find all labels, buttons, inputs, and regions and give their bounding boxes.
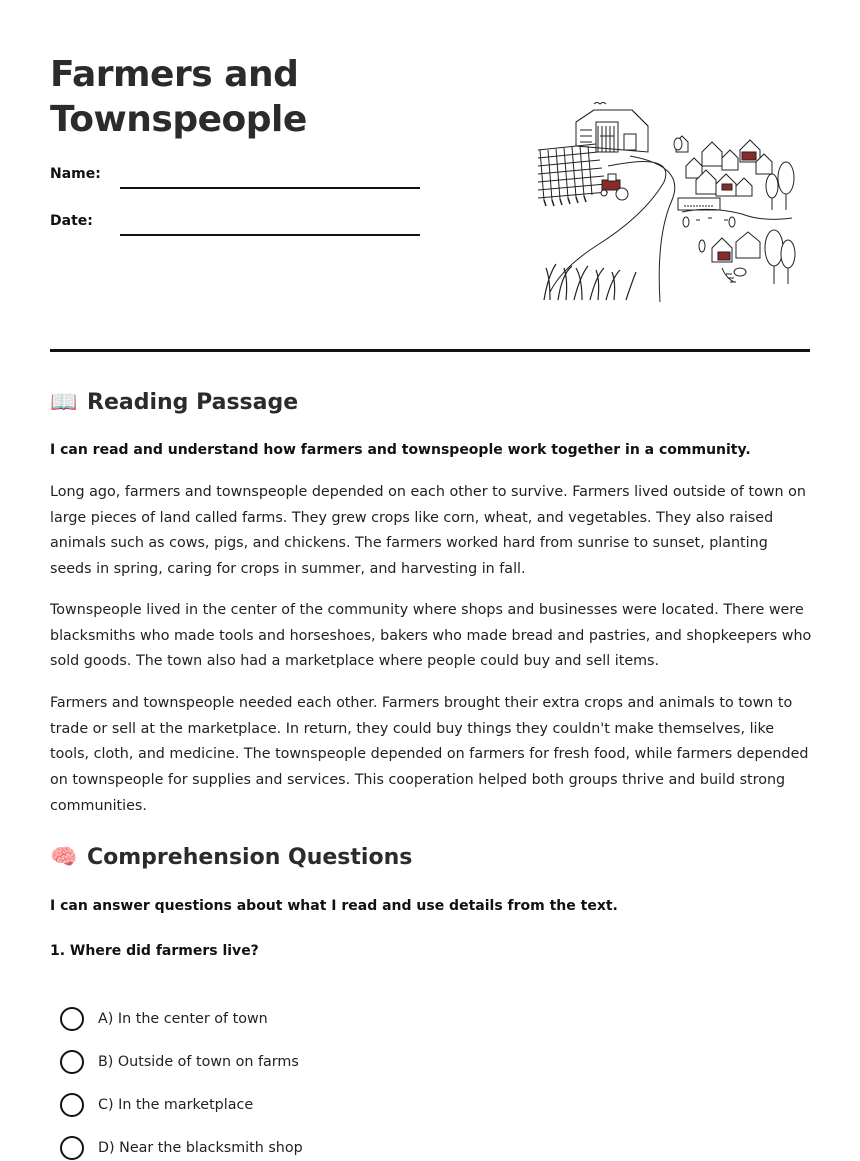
- header-divider: [50, 349, 810, 352]
- brain-icon: 🧠: [50, 844, 78, 870]
- question-1-option-d[interactable]: [60, 1135, 303, 1161]
- wheat-icon: [544, 264, 636, 300]
- radio-button[interactable]: [60, 1136, 84, 1160]
- passage-paragraph-2: Townspeople lived in the center of the community where shops and businesses were located. There were blacksmiths who made tools and horseshoes, bakers who made bread and pastries, and shopkeepers who sold goods. The town also had a marketplace where people could buy and sell items.: [50, 602, 812, 670]
- reading-passage-heading-text: Reading Passage: [87, 390, 299, 415]
- option-label: C) In the marketplace: [98, 1097, 254, 1113]
- question-1-option-b[interactable]: [60, 1049, 299, 1075]
- reading-passage-heading: [50, 390, 298, 415]
- name-label: Name:: [50, 166, 101, 182]
- tractor-icon: [601, 174, 628, 200]
- town-icon: [674, 136, 795, 284]
- option-label: B) Outside of town on farms: [98, 1054, 299, 1070]
- radio-button[interactable]: [60, 1007, 84, 1031]
- option-label: D) Near the blacksmith shop: [98, 1140, 303, 1156]
- farm-and-town-illustration: [536, 96, 802, 304]
- barn-icon: [576, 110, 648, 152]
- option-label: A) In the center of town: [98, 1011, 268, 1027]
- question-1-option-c[interactable]: [60, 1092, 253, 1118]
- passage-paragraph-1: Long ago, farmers and townspeople depended on each other to survive. Farmers lived outside of town on large pieces of land called farms. They grew crops like corn, wheat, and vegetables. They also raised animals such as cows, pigs, and chickens. The farmers worked hard from sunrise to sunset, planting seeds in spring, caring for crops in summer, and harvesting in fall.: [50, 484, 806, 578]
- date-field[interactable]: [120, 234, 420, 236]
- name-field[interactable]: [120, 187, 420, 189]
- worksheet-title: Farmers and Townspeople: [50, 54, 307, 140]
- crop-field-icon: [538, 144, 608, 206]
- birds-icon: [594, 103, 606, 105]
- comprehension-heading-text: Comprehension Questions: [87, 845, 413, 870]
- question-1: 1. Where did farmers live?: [50, 943, 259, 959]
- comprehension-objective: I can answer questions about what I read and use details from the text.: [50, 898, 618, 914]
- radio-button[interactable]: [60, 1050, 84, 1074]
- reading-objective: I can read and understand how farmers and townspeople work together in a community.: [50, 442, 751, 458]
- radio-button[interactable]: [60, 1093, 84, 1117]
- passage-paragraph-3: Farmers and townspeople needed each other. Farmers brought their extra crops and animals to town to trade or sell at the marketplace. In return, they could buy things they couldn't make themselves, like tools, cloth, and medicine. The townspeople depended on farmers for fresh food, while farmers depended on townspeople for supplies and services. This cooperation helped both groups thrive and build strong communities.: [50, 695, 809, 814]
- book-icon: 📖: [50, 389, 78, 415]
- comprehension-heading: [50, 845, 412, 870]
- question-1-option-a[interactable]: [60, 1006, 268, 1032]
- date-label: Date:: [50, 213, 93, 229]
